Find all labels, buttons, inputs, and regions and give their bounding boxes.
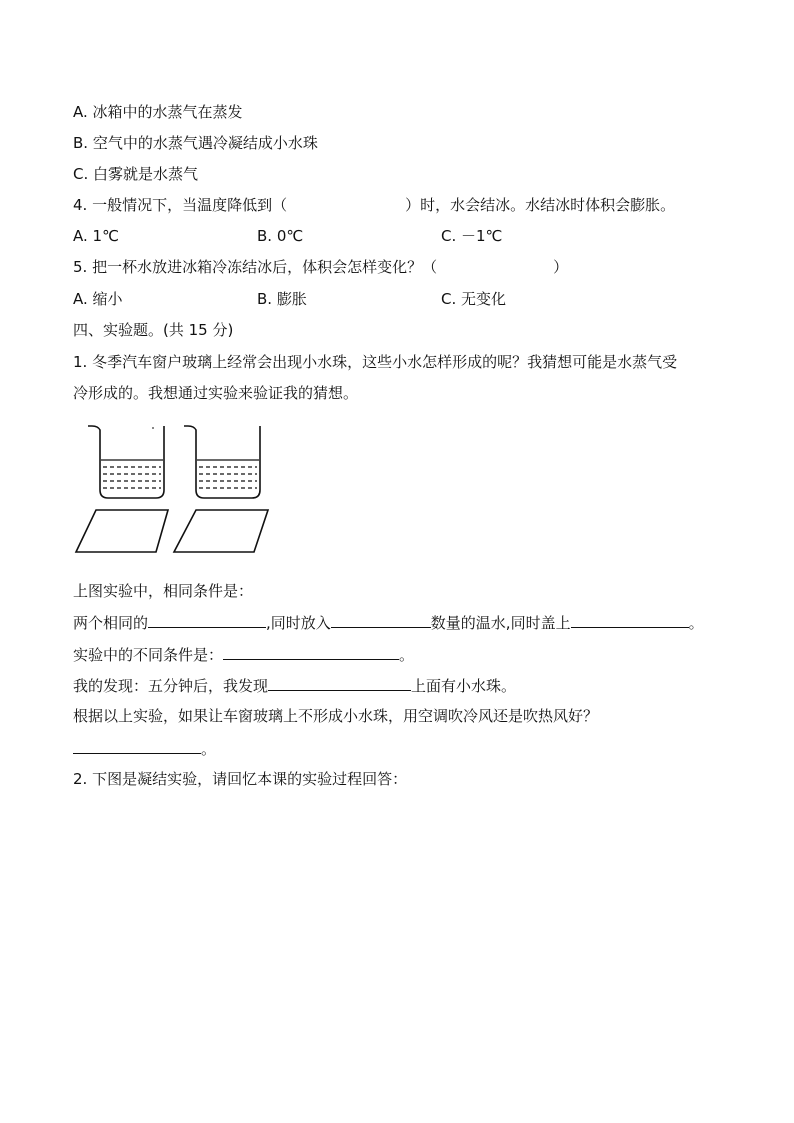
- q5-stem-before: 5. 把一杯水放进冰箱冷冻结冰后，体积会怎样变化？（: [73, 258, 438, 276]
- finding-text-1: 我的发现：五分钟后，我发现: [73, 677, 269, 695]
- q5-options: [73, 288, 506, 310]
- same-text-2: ,同时放入: [266, 614, 331, 632]
- same-text-3: 数量的温水,同时盖上: [430, 614, 571, 632]
- q4-option-c: C. －1℃: [441, 227, 503, 245]
- answer-end: 。: [201, 740, 217, 758]
- q5-option-a: A. 缩小: [73, 290, 123, 308]
- answer-line: [73, 737, 216, 760]
- diff-end: 。: [399, 646, 415, 664]
- answer-blank-2[interactable]: [331, 611, 431, 628]
- answer-blank-3[interactable]: [571, 611, 689, 628]
- q4-option-b: B. 0℃: [257, 227, 304, 245]
- q2-text: 2. 下图是凝结实验，请回忆本课的实验过程回答：: [73, 770, 408, 788]
- same-conditions-label: 上图实验中，相同条件是：: [73, 582, 254, 600]
- beaker-right: [184, 426, 260, 498]
- diff-label: 实验中的不同条件是：: [73, 646, 224, 664]
- same-text-1: 两个相同的: [73, 614, 149, 632]
- same-text-4: 。: [688, 614, 704, 632]
- q3-option-c: C. 白雾就是水蒸气: [73, 165, 199, 183]
- glass-plate-left: [76, 510, 168, 552]
- water-right: [197, 460, 259, 488]
- q5-option-c: C. 无变化: [441, 290, 507, 308]
- q4-options: [73, 225, 502, 247]
- q4-option-a: A. 1℃: [73, 227, 119, 245]
- q3-option-b: B. 空气中的水蒸气遇冷凝结成小水珠: [73, 134, 318, 152]
- q1-text-line2: 冷形成的。我想通过实验来验证我的猜想。: [73, 384, 359, 402]
- finding-line: [73, 674, 516, 697]
- q5-option-b: B. 膨胀: [257, 290, 307, 308]
- answer-blank-6[interactable]: [73, 737, 201, 754]
- beaker-left: [88, 426, 164, 498]
- diff-conditions-line: [73, 643, 414, 666]
- q5-stem: [73, 256, 568, 278]
- answer-blank-5[interactable]: [268, 674, 411, 691]
- q4-stem: [73, 194, 675, 216]
- finding-text-2: 上面有小水珠。: [411, 677, 517, 695]
- glass-plate-right: [174, 510, 268, 552]
- q1-text-line1: 1. 冬季汽车窗户玻璃上经常会出现小水珠，这些小水怎样形成的呢？我猜想可能是水蒸气受: [73, 353, 678, 371]
- q4-stem-before: 4. 一般情况下，当温度降低到（: [73, 196, 288, 214]
- q4-stem-after: ）时，水会结冰。水结冰时体积会膨胀。: [405, 196, 676, 214]
- q5-stem-after: ）: [553, 258, 569, 276]
- answer-blank-1[interactable]: [148, 611, 266, 628]
- water-left: [101, 460, 163, 488]
- q3-option-a: A. 冰箱中的水蒸气在蒸发: [73, 103, 243, 121]
- experiment-figure: [70, 418, 280, 558]
- question-line: 根据以上实验，如果让车窗玻璃上不形成小水珠，用空调吹冷风还是吹热风好？: [73, 707, 599, 725]
- same-conditions-line: [73, 611, 704, 634]
- section-heading: 四、实验题。(共 15 分): [73, 321, 234, 339]
- answer-blank-4[interactable]: [223, 643, 399, 660]
